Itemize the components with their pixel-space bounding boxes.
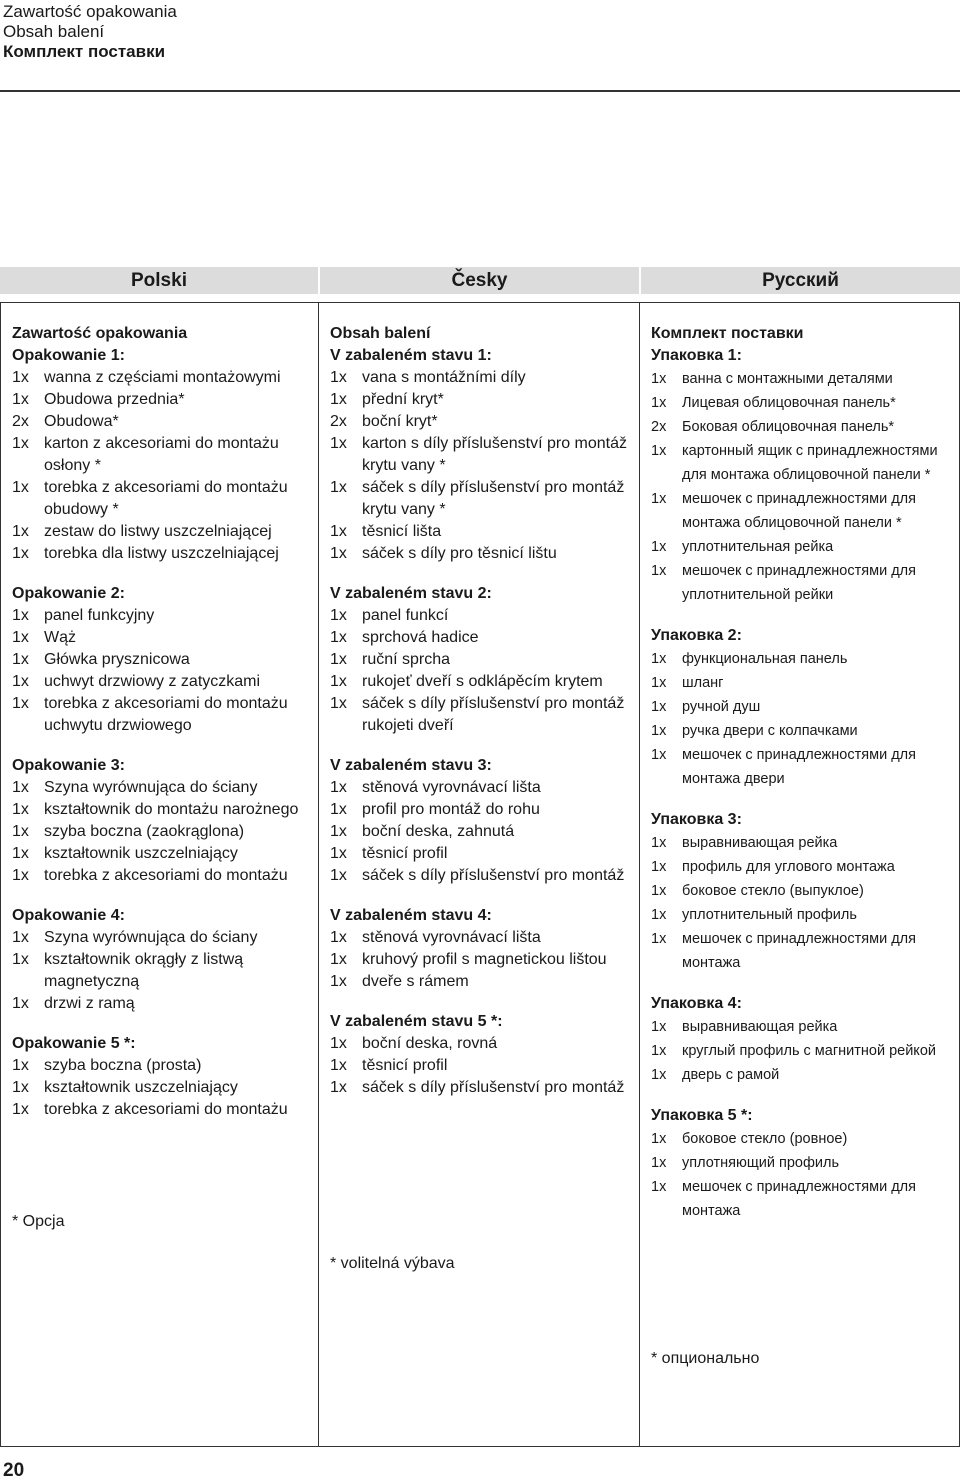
item-text: karton z akcesoriami do montażu osłony *	[44, 435, 279, 474]
list-item	[12, 477, 308, 521]
item-quantity: 1x	[12, 479, 29, 496]
list-item	[651, 559, 949, 607]
item-quantity: 1x	[651, 747, 667, 763]
item-quantity: 1x	[651, 931, 667, 947]
list-item	[651, 831, 949, 855]
list-item	[651, 671, 949, 695]
list-item	[651, 879, 949, 903]
item-quantity: 1x	[651, 1179, 667, 1195]
footnote: * volitelná výbava	[330, 1255, 455, 1272]
item-text: уплотнительная рейка	[682, 539, 834, 555]
item-quantity: 1x	[12, 1057, 29, 1074]
package-title: V zabaleném stavu 3:	[330, 757, 492, 774]
item-text: мешочек с принадлежностями для монтажа	[682, 1179, 916, 1219]
item-quantity: 1x	[330, 1035, 347, 1052]
item-text: kształtownik okrągły z listwą magnetyczną	[44, 951, 244, 990]
item-text: мешочек с принадлежностями для монтажа облицовочной панели *	[682, 491, 916, 531]
item-text: profil pro montáž do rohu	[362, 801, 540, 818]
header-title-czech: Obsah balení	[3, 22, 105, 41]
list-item	[330, 521, 629, 543]
package-title: Opakowanie 5 *:	[12, 1035, 136, 1052]
item-quantity: 1x	[651, 395, 667, 411]
list-item	[12, 433, 308, 477]
list-item	[12, 693, 308, 737]
item-quantity: 1x	[12, 523, 29, 540]
item-quantity: 1x	[12, 823, 29, 840]
item-text: уплотнительный профиль	[682, 907, 857, 923]
package-section	[330, 583, 629, 737]
item-quantity: 1x	[330, 823, 347, 840]
list-item	[330, 693, 629, 737]
item-quantity: 1x	[651, 651, 667, 667]
item-text: szyba boczna (prosta)	[44, 1057, 202, 1074]
column-russian	[639, 302, 960, 1447]
list-item	[651, 903, 949, 927]
item-text: kształtownik do montażu narożnego	[44, 801, 299, 818]
item-quantity: 1x	[12, 673, 29, 690]
list-item	[651, 415, 949, 439]
list-item	[651, 439, 949, 487]
list-item	[330, 1033, 629, 1055]
list-item	[330, 799, 629, 821]
item-text: Szyna wyrównująca do ściany	[44, 779, 258, 796]
item-quantity: 1x	[651, 907, 667, 923]
page-header	[3, 2, 177, 62]
header-rule	[0, 90, 960, 92]
list-item	[651, 1175, 949, 1223]
item-quantity: 1x	[651, 563, 667, 579]
list-item	[330, 543, 629, 565]
item-text: boční kryt*	[362, 413, 438, 430]
item-text: Obudowa przednia*	[44, 391, 185, 408]
package-section	[651, 1105, 949, 1223]
list-item	[12, 367, 308, 389]
header-title-russian: Комплект поставки	[3, 42, 166, 61]
list-item	[12, 865, 308, 887]
item-text: sáček s díly příslušenství pro montáž	[362, 867, 625, 884]
item-quantity: 1x	[12, 1101, 29, 1118]
item-quantity: 1x	[651, 675, 667, 691]
item-quantity: 1x	[12, 951, 29, 968]
item-text: уплотняющий профиль	[682, 1155, 840, 1171]
list-item	[12, 1055, 308, 1077]
package-title: Opakowanie 2:	[12, 585, 125, 602]
item-text: boční deska, rovná	[362, 1035, 498, 1052]
item-text: выравнивающая рейка	[682, 835, 838, 851]
item-text: přední kryt*	[362, 391, 444, 408]
item-text: sáček s díly příslušenství pro montáž rukojeti dveří	[362, 695, 625, 734]
item-quantity: 1x	[12, 995, 29, 1012]
header-title-polish: Zawartość opakowania	[3, 2, 177, 21]
item-text: stěnová vyrovnávací lišta	[362, 779, 541, 796]
item-quantity: 1x	[330, 845, 347, 862]
item-text: Szyna wyrównująca do ściany	[44, 929, 258, 946]
item-text: картонный ящик с принадлежностями для монтажа облицовочной панели *	[682, 443, 938, 483]
item-text: torebka dla listwy uszczelniającej	[44, 545, 279, 562]
item-text: sáček s díly příslušenství pro montáž krytu vany *	[362, 479, 625, 518]
item-text: Лицевая облицовочная панель*	[682, 395, 896, 411]
list-item	[651, 1039, 949, 1063]
footnote: * опционально	[651, 1350, 760, 1367]
item-text: wanna z częściami montażowymi	[44, 369, 281, 386]
list-item	[651, 487, 949, 535]
list-item	[651, 743, 949, 791]
list-item	[330, 389, 629, 411]
list-item	[330, 477, 629, 521]
list-item	[330, 1077, 629, 1099]
list-item	[12, 543, 308, 565]
item-text: torebka z akcesoriami do montażu	[44, 867, 288, 884]
item-text: sprchová hadice	[362, 629, 479, 646]
list-item	[12, 627, 308, 649]
item-quantity: 1x	[651, 1043, 667, 1059]
item-quantity: 1x	[651, 539, 667, 555]
list-item	[12, 521, 308, 543]
list-item	[330, 927, 629, 949]
package-title: Упаковка 2:	[651, 627, 742, 644]
package-section	[12, 1033, 308, 1121]
item-text: ручной душ	[682, 699, 761, 715]
item-quantity: 1x	[12, 607, 29, 624]
list-item	[12, 821, 308, 843]
item-text: функциональная панель	[682, 651, 848, 667]
package-title: V zabaleném stavu 2:	[330, 585, 492, 602]
item-quantity: 1x	[330, 673, 347, 690]
list-item	[330, 949, 629, 971]
item-quantity: 2x	[651, 419, 667, 435]
item-quantity: 1x	[12, 845, 29, 862]
package-section	[12, 755, 308, 887]
item-text: мешочек с принадлежностями для уплотнительной рейки	[682, 563, 916, 603]
page-number: 20	[3, 1460, 25, 1481]
item-text: kształtownik uszczelniający	[44, 1079, 238, 1096]
contents-table	[0, 302, 960, 1447]
package-title: Упаковка 5 *:	[651, 1107, 753, 1124]
list-item	[330, 671, 629, 693]
item-quantity: 1x	[651, 699, 667, 715]
column-title: Obsah balení	[330, 325, 431, 342]
list-item	[651, 1063, 949, 1087]
list-item	[12, 777, 308, 799]
item-quantity: 1x	[12, 545, 29, 562]
column-polish	[0, 302, 318, 1447]
package-section	[12, 345, 308, 565]
item-quantity: 1x	[330, 779, 347, 796]
item-quantity: 1x	[330, 973, 347, 990]
item-quantity: 1x	[651, 371, 667, 387]
list-item	[330, 411, 629, 433]
item-text: panel funkcyjny	[44, 607, 155, 624]
item-quantity: 1x	[330, 607, 347, 624]
package-title: V zabaleném stavu 1:	[330, 347, 492, 364]
item-text: боковое стекло (выпуклое)	[682, 883, 864, 899]
item-quantity: 1x	[651, 835, 667, 851]
item-quantity: 1x	[12, 391, 29, 408]
item-quantity: 1x	[12, 435, 29, 452]
list-item	[651, 695, 949, 719]
package-section	[330, 905, 629, 993]
list-item	[330, 777, 629, 799]
item-text: těsnicí profil	[362, 845, 448, 862]
item-text: ручка двери с колпачками	[682, 723, 858, 739]
item-quantity: 1x	[12, 867, 29, 884]
package-section	[330, 345, 629, 565]
list-item	[651, 647, 949, 671]
item-text: дверь с рамой	[682, 1067, 780, 1083]
item-quantity: 1x	[330, 1079, 347, 1096]
package-section	[651, 345, 949, 607]
list-item	[651, 367, 949, 391]
list-item	[12, 605, 308, 627]
language-heading-polish: Polski	[0, 267, 318, 294]
package-section	[12, 905, 308, 1015]
language-header-row	[0, 267, 960, 294]
item-quantity: 1x	[12, 929, 29, 946]
package-title: Opakowanie 1:	[12, 347, 125, 364]
item-quantity: 1x	[651, 1067, 667, 1083]
item-text: sáček s díly pro těsnicí lištu	[362, 545, 557, 562]
list-item	[12, 1077, 308, 1099]
package-section	[12, 583, 308, 737]
list-item	[12, 389, 308, 411]
column-title: Zawartość opakowania	[12, 325, 188, 342]
item-text: kształtownik uszczelniający	[44, 845, 238, 862]
list-item	[12, 799, 308, 821]
item-quantity: 1x	[651, 1019, 667, 1035]
item-text: sáček s díly příslušenství pro montáž	[362, 1079, 625, 1096]
item-text: мешочек с принадлежностями для монтажа	[682, 931, 916, 971]
item-quantity: 1x	[330, 951, 347, 968]
item-text: stěnová vyrovnávací lišta	[362, 929, 541, 946]
item-quantity: 1x	[330, 369, 347, 386]
item-quantity: 1x	[651, 491, 667, 507]
item-quantity: 1x	[12, 651, 29, 668]
item-text: Боковая облицовочная панель*	[682, 419, 895, 435]
list-item	[12, 411, 308, 433]
item-text: vana s montážními díly	[362, 369, 526, 386]
item-text: ruční sprcha	[362, 651, 451, 668]
item-quantity: 1x	[330, 523, 347, 540]
list-item	[12, 843, 308, 865]
list-item	[330, 649, 629, 671]
list-item	[330, 1055, 629, 1077]
item-text: těsnicí lišta	[362, 523, 442, 540]
item-text: профиль для углового монтажа	[682, 859, 895, 875]
item-quantity: 1x	[330, 1057, 347, 1074]
item-quantity: 1x	[330, 545, 347, 562]
list-item	[330, 821, 629, 843]
package-title: V zabaleném stavu 5 *:	[330, 1013, 503, 1030]
item-text: torebka z akcesoriami do montażu uchwytu drzwiowego	[44, 695, 288, 734]
language-heading-czech: Česky	[320, 267, 639, 294]
item-quantity: 1x	[12, 801, 29, 818]
item-text: torebka z akcesoriami do montażu obudowy *	[44, 479, 288, 518]
list-item	[330, 433, 629, 477]
item-text: zestaw do listwy uszczelniającej	[44, 523, 272, 540]
item-text: rukojeť dveří s odklápěcím krytem	[362, 673, 603, 690]
item-quantity: 1x	[651, 443, 667, 459]
item-text: szyba boczna (zaokrąglona)	[44, 823, 245, 840]
item-text: ванна с монтажными деталями	[682, 371, 893, 387]
item-quantity: 1x	[330, 391, 347, 408]
item-text: выравнивающая рейка	[682, 1019, 838, 1035]
package-title: Упаковка 4:	[651, 995, 742, 1012]
item-quantity: 1x	[12, 695, 29, 712]
list-item	[12, 949, 308, 993]
item-quantity: 1x	[330, 651, 347, 668]
item-text: drzwi z ramą	[44, 995, 135, 1012]
list-item	[651, 1015, 949, 1039]
item-text: těsnicí profil	[362, 1057, 448, 1074]
item-text: torebka z akcesoriami do montażu	[44, 1101, 288, 1118]
item-quantity: 1x	[12, 1079, 29, 1096]
item-quantity: 1x	[651, 1131, 667, 1147]
item-text: panel funkcí	[362, 607, 449, 624]
item-text: мешочек с принадлежностями для монтажа двери	[682, 747, 916, 787]
list-item	[12, 927, 308, 949]
list-item	[12, 671, 308, 693]
item-quantity: 2x	[330, 413, 347, 430]
package-title: Opakowanie 3:	[12, 757, 125, 774]
item-quantity: 2x	[12, 413, 29, 430]
item-quantity: 1x	[330, 695, 347, 712]
item-quantity: 1x	[330, 629, 347, 646]
item-text: Wąż	[44, 629, 76, 646]
item-quantity: 1x	[12, 369, 29, 386]
item-text: боковое стекло (ровное)	[682, 1131, 848, 1147]
package-section	[330, 1011, 629, 1099]
item-text: Obudowa*	[44, 413, 119, 430]
item-quantity: 1x	[12, 629, 29, 646]
column-title: Комплект поставки	[651, 325, 804, 342]
item-quantity: 1x	[330, 867, 347, 884]
package-title: Opakowanie 4:	[12, 907, 125, 924]
package-title: Упаковка 3:	[651, 811, 742, 828]
list-item	[651, 391, 949, 415]
item-text: dveře s rámem	[362, 973, 469, 990]
package-section	[651, 625, 949, 791]
item-text: karton s díly příslušenství pro montáž krytu vany *	[362, 435, 627, 474]
list-item	[651, 535, 949, 559]
item-quantity: 1x	[330, 929, 347, 946]
column-czech	[318, 302, 639, 1447]
item-quantity: 1x	[12, 779, 29, 796]
list-item	[330, 971, 629, 993]
list-item	[651, 927, 949, 975]
item-text: шланг	[682, 675, 724, 691]
package-section	[330, 755, 629, 887]
list-item	[12, 1099, 308, 1121]
language-heading-russian: Русский	[641, 267, 960, 294]
package-section	[651, 809, 949, 975]
package-title: Упаковка 1:	[651, 347, 742, 364]
package-section	[651, 993, 949, 1087]
item-quantity: 1x	[330, 801, 347, 818]
list-item	[651, 1151, 949, 1175]
item-quantity: 1x	[651, 859, 667, 875]
footnote: * Opcja	[12, 1213, 65, 1230]
package-title: V zabaleném stavu 4:	[330, 907, 492, 924]
list-item	[12, 649, 308, 671]
list-item	[330, 605, 629, 627]
item-quantity: 1x	[330, 479, 347, 496]
list-item	[651, 719, 949, 743]
list-item	[12, 993, 308, 1015]
item-text: boční deska, zahnutá	[362, 823, 515, 840]
list-item	[330, 843, 629, 865]
item-quantity: 1x	[330, 435, 347, 452]
list-item	[330, 367, 629, 389]
item-quantity: 1x	[651, 723, 667, 739]
list-item	[330, 627, 629, 649]
list-item	[330, 865, 629, 887]
item-text: uchwyt drzwiowy z zatyczkami	[44, 673, 261, 690]
item-text: kruhový profil s magnetickou lištou	[362, 951, 607, 968]
item-text: Główka prysznicowa	[44, 651, 190, 668]
item-quantity: 1x	[651, 1155, 667, 1171]
item-text: круглый профиль с магнитной рейкой	[682, 1043, 936, 1059]
list-item	[651, 1127, 949, 1151]
item-quantity: 1x	[651, 883, 667, 899]
list-item	[651, 855, 949, 879]
